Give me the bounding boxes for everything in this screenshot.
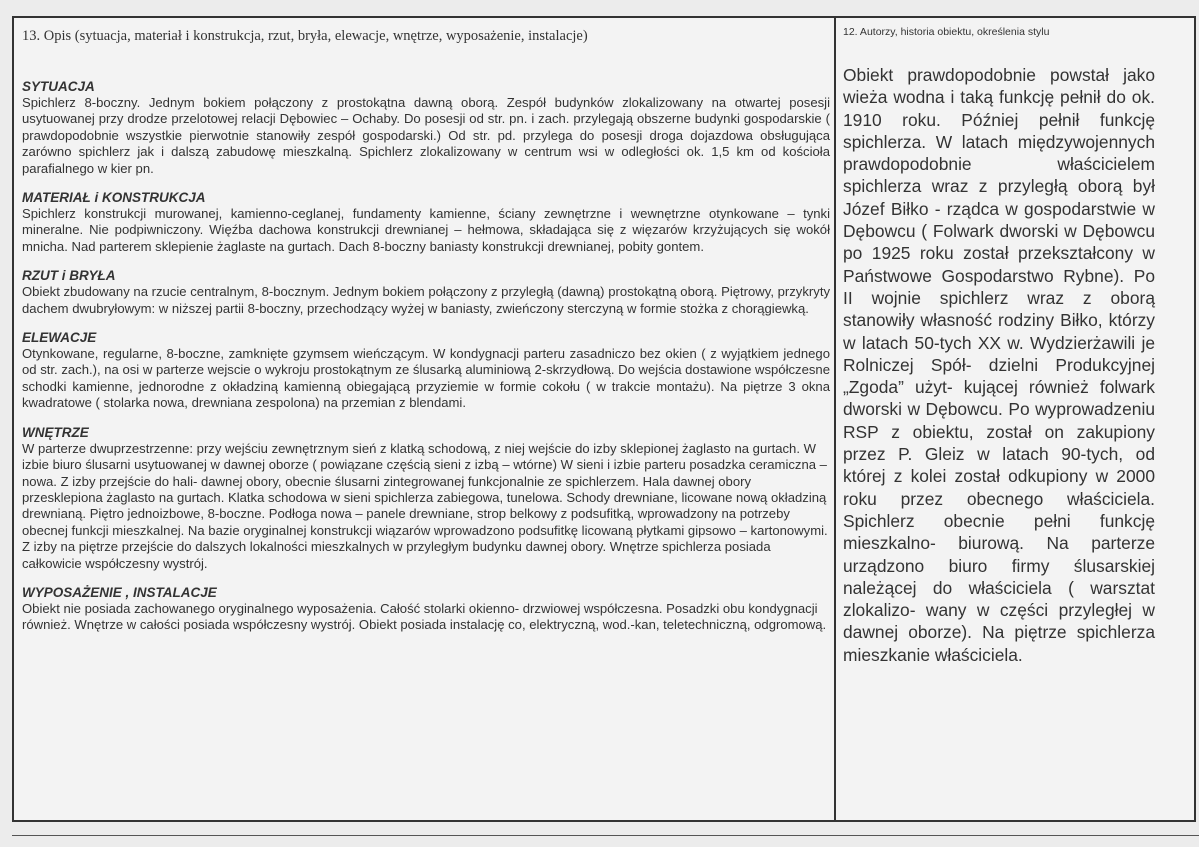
section-sytuacja (22, 79, 830, 177)
section-title-wyposazenie: WYPOSAŻENIE , INSTALACJE (22, 584, 217, 600)
section-title-elewacje: ELEWACJE (22, 330, 97, 346)
section-title-sytuacja: SYTUACJA (22, 79, 95, 94)
section-text-rzut: Obiekt zbudowany na rzucie centralnym, 8-bocznym. Jednym bokiem połączony z przyległą (dawną) prostokątną oborą. Piętrowy, przykryty dachem dwubryłowym: w niższej partii 8-boczny, przechodzący wyżej w baniasty, zwieńczony sterczyną w formie stożka z chorągiewką. (22, 284, 830, 316)
bottom-rule (12, 835, 1199, 836)
section-title-material: MATERIAŁ i KONSTRUKCJA (22, 190, 206, 206)
section-title-wnetrze: WNĘTRZE (22, 424, 89, 440)
history-header: 12. Autorzy, historia obiektu, określenia stylu (843, 26, 1050, 38)
section-text-sytuacja: Spichlerz 8-boczny. Jednym bokiem połączony z prostokątna dawną oborą. Zespół budynków zlokalizowany na otwartej posesji usytuowanej przy drodze przelotowej relacji Dębowiec – Ochaby. Do posesji od str. pn. i zach. przylegają obszerne budynki gospodarskie ( prawdopodobnie wszystkie pierwotnie stanowiły zespół gospodarski.) Od str. pd. przylega do posesji droga dojazdowa obsługująca zarówno spichlerz jak i dalszą zabudowę mieszkalną. Spichlerz zlokalizowany w centrum wsi w odległości ok. 1,5 km od kościoła parafialnego w kier pn. (22, 95, 830, 176)
section-rzut (22, 268, 830, 317)
section-elewacje (22, 330, 830, 412)
description-header: 13. Opis (sytuacja, materiał i konstrukcja, rzut, bryła, elewacje, wnętrze, wyposażenie, instalacje) (22, 28, 588, 44)
description-column (22, 28, 830, 808)
section-text-material: Spichlerz konstrukcji murowanej, kamienno-ceglanej, fundamenty kamienne, ściany zewnętrzne i wewnętrzne otynkowane – tynki mineralne. Nie podpiwniczony. Więźba dachowa konstrukcji drewnianej – hełmowa, składająca się z więzarów krzyżujących się wokół mnicha. Nad parterem sklepienie żaglaste na gurtach. Dach 8-boczny baniasty konstrukcji drewnianej, pobity gontem. (22, 206, 830, 254)
section-text-wnetrze: W parterze dwuprzestrzenne: przy wejściu zewnętrznym sień z klatką schodową, z niej wejście do izby sklepionej żaglasto na gurtach. W izbie biuro ślusarni usytuowanej w dawnej oborze ( powiązane częścią sieni z izbą – wtórne) W sieni i izbie parteru posadzka ceramiczna – nowa. Z izby przejście do hali- dawnej obory, obecnie ślusarni zintegrowanej funkcjonalnie ze spichlerzem. Hala dawnej obory przesklepiona żaglasto na gurtach. Klatka schodowa w sieni spichlerza zabiegowa, tunelowa. Schody drewniane, licowane nową okładziną drewnianą. Piętro jednoizbowe, 8-boczne. Podłoga nowa – panele drewniane, strop belkowy z podsufitką, wprowadzony na potrzeby obecnej funkcji mieszkalnej. Na bazie oryginalnej konstrukcji wiązarów wprowadzono podsufitkę licowaną płytkami gipsowo – kartonowymi. Z izby na piętrze przejście do dalszych lokalności mieszkalnych w przyległym budynku dawnej obory. Wnętrze spichlerza posiada całkowicie współczesny wystrój. (22, 440, 828, 571)
section-wnetrze (22, 425, 830, 572)
section-text-wyposazenie: Obiekt nie posiada zachowanego oryginalnego wyposażenia. Całość stolarki okienno- drzwiowej współczesna. Posadzki obu kondygnacji również. Wnętrze w całości posiada współczesny wystrój. Obiekt posiada instalację co, elektryczną, wod.-kan, teletechniczną, odgromową. (22, 600, 827, 633)
section-material (22, 190, 830, 255)
form-sheet (12, 16, 1196, 822)
column-divider (834, 18, 836, 820)
section-wyposazenie (22, 585, 830, 634)
section-title-rzut: RZUT i BRYŁA (22, 268, 116, 284)
history-text: Obiekt prawdopodobnie powstał jako wieża wodna i taką funkcję pełnił do ok. 1910 roku. Później pełnił funkcję spichlerza. W latach międzywojennych prawdopodobnie właścicielem spichlerza wraz z przyległą oborą był Józef Biłko - rządca w gospodarstwie w Dębowcu ( Folwark dworski w Dębowcu po 1925 roku został przekształcony w Państwowe Gospodarstwo Rybne). Po II wojnie spichlerz wraz z oborą stanowiły własność rodziny Biłko, którzy w latach 50-tych XX w. Wydzierżawili je Rolniczej Spół- dzielni Produkcyjnej „Zgoda” użyt- kującej również folwark dworski w Dębowcu. Po wyprowadzeniu RSP z obiektu, został on zakupiony przez P. Gleiz w latach 90-tych, od której z kolei został odkupiony w 2000 roku przez obecnego właściciela. Spichlerz obecnie pełni funkcję mieszkalno- biurową. Na parterze urządzono biuro firmy ślusarskiej należącej do właściciela ( warsztat zlokalizo- wany w części przyległej w dawnej oborze). Na piętrze spichlerza mieszkanie właściciela. (843, 65, 1155, 665)
section-text-elewacje: Otynkowane, regularne, 8-boczne, zamknięte gzymsem wieńczącym. W kondygnacji parteru zasadniczo bez okien ( z wyjątkiem jednego od str. zach.), na osi w parterze wejscie o wykroju prostokątnym ze ślusarką aluminiową 2-skrzydłową. Do wejścia dostawione współczesne schodki kamienne, jednorodne z okładziną kamienną obiegającą przyziemie w formie cokołu ( w trakcie montażu). Na piętrze 3 okna kwadratowe ( stolarka nowa, drewniana zespolona) na przemian z blendami. (22, 346, 830, 411)
history-column (843, 26, 1155, 806)
